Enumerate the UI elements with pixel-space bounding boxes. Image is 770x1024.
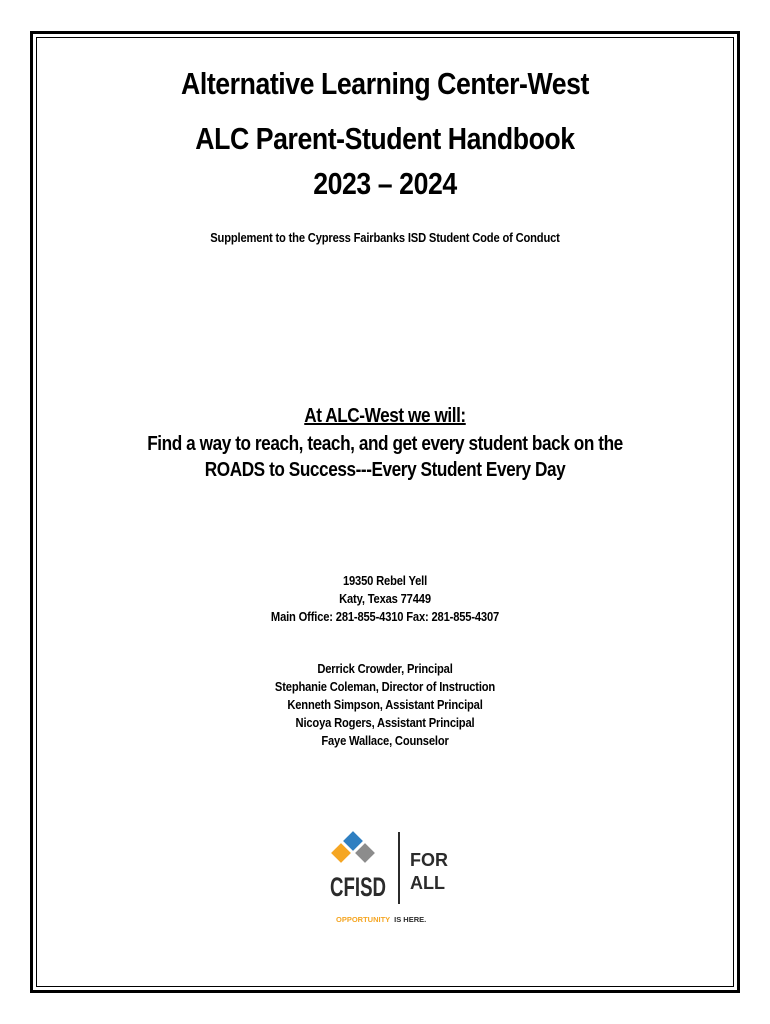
mission-heading: At ALC-West we will: xyxy=(304,405,466,427)
logo-tag-all: ALL xyxy=(410,873,445,893)
address-city: Katy, Texas 77449 xyxy=(339,591,431,606)
mission-line-1: Find a way to reach, teach, and get every student back on the xyxy=(147,433,623,455)
staff-item: Stephanie Coleman, Director of Instruction xyxy=(274,679,496,694)
staff-item: Derrick Crowder, Principal xyxy=(317,661,453,676)
office-phones: Main Office: 281-855-4310 Fax: 281-855-4307 xyxy=(270,609,500,624)
staff-item: Faye Wallace, Counselor xyxy=(321,733,449,748)
subtitle: Supplement to the Cypress Fairbanks ISD Student Code of Conduct xyxy=(210,230,560,245)
staff-item: Nicoya Rogers, Assistant Principal xyxy=(295,715,475,730)
diamond-mark-icon xyxy=(331,831,375,863)
staff-item: Kenneth Simpson, Assistant Principal xyxy=(287,697,483,712)
mission-line-2: ROADS to Success---Every Student Every Day xyxy=(204,459,566,481)
school-name: Alternative Learning Center-West xyxy=(181,66,589,101)
handbook-title: ALC Parent-Student Handbook xyxy=(195,121,575,156)
logo-slogan: OPPORTUNITY IS HERE. xyxy=(336,915,427,924)
address-street: 19350 Rebel Yell xyxy=(342,573,428,588)
logo-tag-for: FOR xyxy=(410,850,448,870)
cfisd-logo xyxy=(326,828,466,928)
logo-wordmark: CFISD xyxy=(330,872,386,902)
school-year: 2023 – 2024 xyxy=(313,166,457,201)
